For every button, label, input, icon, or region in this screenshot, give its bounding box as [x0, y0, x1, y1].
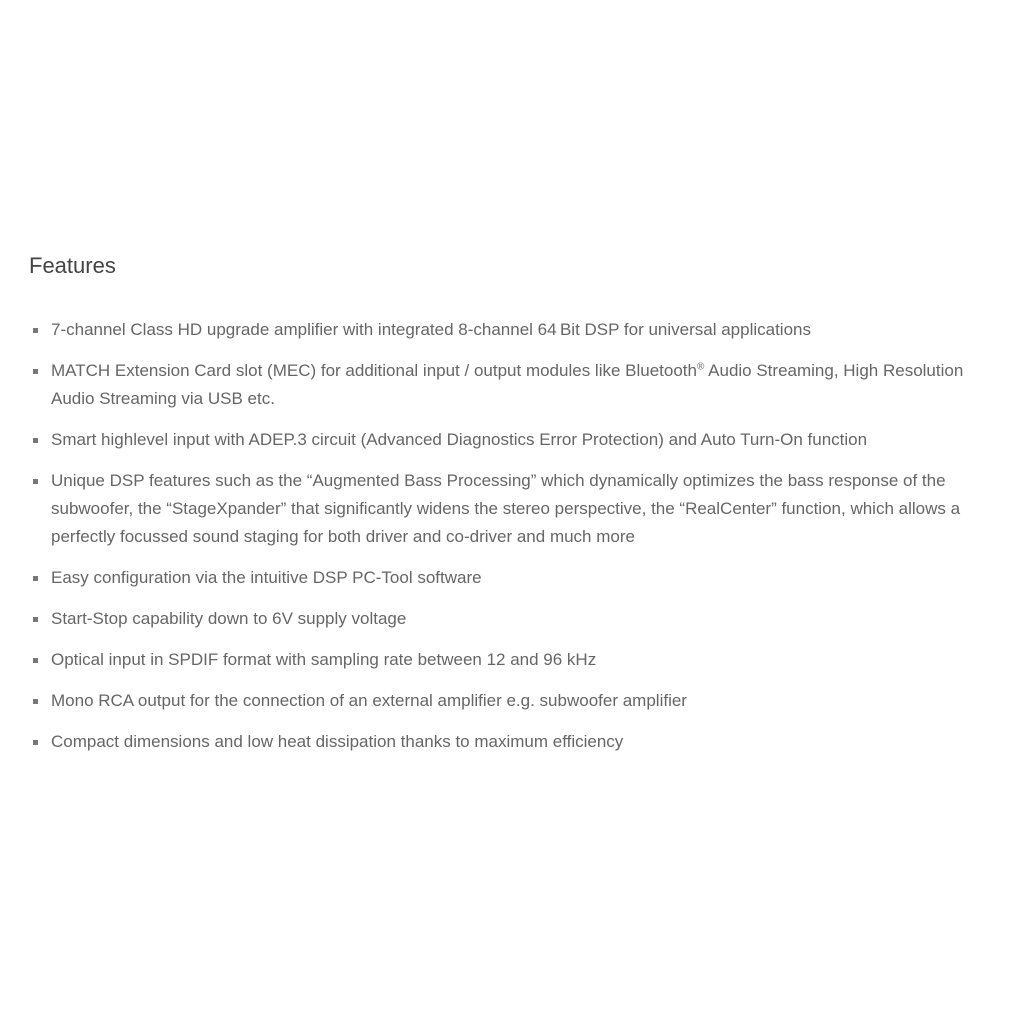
- feature-item: [29, 357, 989, 413]
- feature-text: Optical input in SPDIF format with sampling rate between 12 and 96 kHz: [51, 650, 597, 669]
- square-bullet-icon: [33, 479, 38, 484]
- square-bullet-icon: [33, 576, 38, 581]
- feature-item: [29, 564, 989, 592]
- square-bullet-icon: [33, 328, 38, 333]
- features-list: [29, 316, 989, 756]
- feature-item: [29, 605, 989, 633]
- feature-item: [29, 426, 989, 454]
- square-bullet-icon: [33, 699, 38, 704]
- feature-item: [29, 646, 989, 674]
- feature-item: [29, 687, 989, 715]
- feature-item: [29, 467, 989, 551]
- feature-text: Mono RCA output for the connection of an external amplifier e.g. subwoofer amplifier: [51, 691, 687, 710]
- feature-item: [29, 316, 989, 344]
- feature-text: Smart highlevel input with ADEP.3 circuit (Advanced Diagnostics Error Protection) and Auto Turn-On function: [51, 430, 868, 449]
- features-heading: Features: [29, 253, 116, 278]
- square-bullet-icon: [33, 617, 38, 622]
- feature-text-continued: Audio Streaming, High Resolution Audio Streaming via USB etc.: [51, 361, 964, 408]
- square-bullet-icon: [33, 740, 38, 745]
- square-bullet-icon: [33, 438, 38, 443]
- square-bullet-icon: [33, 658, 38, 663]
- feature-text: 7-channel Class HD upgrade amplifier with integrated 8-channel 64 Bit DSP for universal applications: [51, 320, 811, 339]
- feature-text: MATCH Extension Card slot (MEC) for additional input / output modules like Bluetooth: [51, 361, 697, 380]
- registered-mark: ®: [696, 361, 705, 373]
- square-bullet-icon: [33, 369, 38, 374]
- feature-text: Compact dimensions and low heat dissipation thanks to maximum efficiency: [51, 732, 624, 751]
- feature-item: [29, 728, 989, 756]
- features-section: [29, 250, 989, 769]
- feature-text: Unique DSP features such as the “Augmented Bass Processing” which dynamically optimizes the bass response of the subwoofer, the “StageXpander” that significantly widens the stereo perspective, the “RealCenter” function, which allows a perfectly focussed sound staging for both driver and co-driver and much more: [51, 471, 961, 546]
- feature-text: Easy configuration via the intuitive DSP PC-Tool software: [51, 568, 482, 587]
- feature-text: Start-Stop capability down to 6V supply voltage: [51, 609, 407, 628]
